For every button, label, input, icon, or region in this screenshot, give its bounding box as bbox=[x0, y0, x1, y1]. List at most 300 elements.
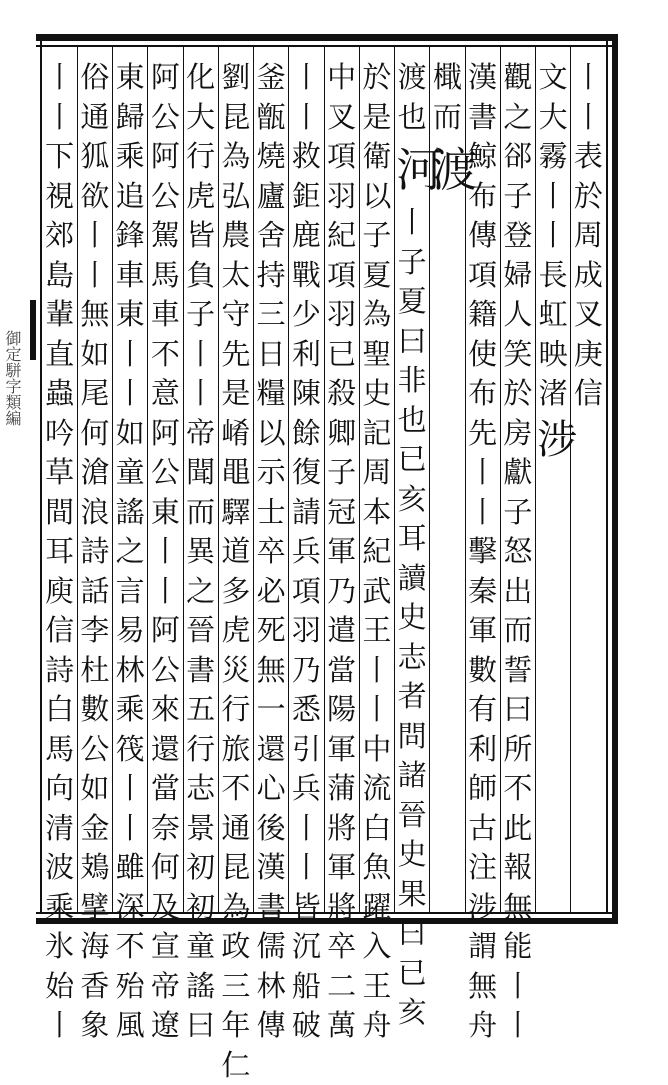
glyph: 如 bbox=[79, 769, 111, 809]
glyph: 耳 bbox=[396, 519, 428, 559]
glyph: 殆 bbox=[114, 967, 146, 1007]
glyph: 追 bbox=[114, 177, 146, 217]
glyph: 沉 bbox=[290, 927, 322, 967]
glyph: 間 bbox=[44, 493, 76, 533]
glyph: 軍 bbox=[326, 532, 358, 572]
glyph: 年 bbox=[220, 1006, 252, 1046]
glyph: 之 bbox=[185, 572, 217, 612]
glyph: 登 bbox=[502, 216, 534, 256]
glyph: 映 bbox=[537, 335, 569, 375]
glyph: 夏 bbox=[361, 256, 393, 296]
glyph: 書 bbox=[185, 651, 217, 691]
glyph: 易 bbox=[114, 611, 146, 651]
glyph: 中 bbox=[361, 730, 393, 770]
glyph: 軍 bbox=[467, 611, 499, 651]
glyph: 公 bbox=[149, 453, 181, 493]
glyph: 獻 bbox=[502, 453, 534, 493]
glyph: 晉 bbox=[396, 796, 428, 836]
glyph: 如 bbox=[79, 335, 111, 375]
glyph: 丨 bbox=[149, 572, 181, 612]
glyph: 引 bbox=[290, 730, 322, 770]
glyph: 觀 bbox=[502, 58, 534, 98]
glyph: 丨 bbox=[537, 216, 569, 256]
glyph: 為 bbox=[361, 295, 393, 335]
glyph: 帝 bbox=[185, 414, 217, 454]
glyph: 兵 bbox=[290, 769, 322, 809]
glyph: 俗 bbox=[79, 58, 111, 98]
glyph: 房 bbox=[502, 414, 534, 454]
glyph: 象 bbox=[79, 1006, 111, 1046]
frame-top-thin-rule bbox=[36, 45, 618, 47]
glyph: 阿 bbox=[149, 414, 181, 454]
glyph: 不 bbox=[502, 769, 534, 809]
glyph: 滄 bbox=[79, 453, 111, 493]
glyph: 馬 bbox=[44, 730, 76, 770]
glyph: 皆 bbox=[185, 216, 217, 256]
glyph: 負 bbox=[185, 256, 217, 296]
glyph: 車 bbox=[149, 295, 181, 335]
glyph: 流 bbox=[361, 769, 393, 809]
glyph: 必 bbox=[255, 572, 287, 612]
glyph: 文 bbox=[537, 58, 569, 98]
glyph: 意 bbox=[149, 374, 181, 414]
glyph: 公 bbox=[149, 651, 181, 691]
glyph: 以 bbox=[361, 177, 393, 217]
glyph: 島 bbox=[44, 256, 76, 296]
glyph: 弘 bbox=[220, 177, 252, 217]
glyph: 丨 bbox=[79, 256, 111, 296]
glyph: 乘 bbox=[44, 888, 76, 928]
glyph: 也 bbox=[396, 401, 428, 441]
glyph: 太 bbox=[220, 256, 252, 296]
glyph: 崤 bbox=[220, 414, 252, 454]
glyph: 香 bbox=[79, 967, 111, 1007]
glyph: 儒 bbox=[255, 927, 287, 967]
glyph: 黽 bbox=[220, 453, 252, 493]
glyph: 大 bbox=[537, 98, 569, 138]
glyph: 將 bbox=[326, 809, 358, 849]
glyph: 秦 bbox=[467, 572, 499, 612]
glyph: 丨 bbox=[44, 98, 76, 138]
glyph: 清 bbox=[44, 809, 76, 849]
glyph: 廬 bbox=[255, 177, 287, 217]
glyph: 卒 bbox=[326, 927, 358, 967]
glyph: 三 bbox=[255, 295, 287, 335]
glyph: 庾 bbox=[44, 572, 76, 612]
glyph: 燒 bbox=[255, 137, 287, 177]
glyph: 如 bbox=[114, 414, 146, 454]
glyph: 本 bbox=[361, 493, 393, 533]
glyph: 視 bbox=[44, 177, 76, 217]
glyph: 已 bbox=[396, 440, 428, 480]
glyph: 狐 bbox=[79, 137, 111, 177]
glyph: 入 bbox=[361, 927, 393, 967]
glyph: 曰 bbox=[502, 690, 534, 730]
glyph: 士 bbox=[255, 493, 287, 533]
glyph: 志 bbox=[396, 638, 428, 678]
text-column bbox=[500, 58, 536, 1046]
glyph: 雖 bbox=[114, 848, 146, 888]
glyph: 曰 bbox=[396, 914, 428, 954]
glyph: 是 bbox=[361, 98, 393, 138]
glyph: 鳷 bbox=[79, 848, 111, 888]
glyph: 釜 bbox=[255, 58, 287, 98]
glyph: 丨 bbox=[114, 809, 146, 849]
glyph: 紀 bbox=[326, 216, 358, 256]
glyph: 阿 bbox=[149, 137, 181, 177]
glyph: 而 bbox=[431, 98, 463, 138]
glyph: 五 bbox=[185, 690, 217, 730]
glyph: 行 bbox=[220, 690, 252, 730]
glyph: 丨 bbox=[290, 98, 322, 138]
glyph: 歸 bbox=[114, 98, 146, 138]
glyph: 海 bbox=[79, 927, 111, 967]
glyph: 傳 bbox=[255, 1006, 287, 1046]
glyph: 昆 bbox=[220, 98, 252, 138]
glyph: 數 bbox=[79, 690, 111, 730]
glyph: 吟 bbox=[44, 414, 76, 454]
glyph: 而 bbox=[185, 493, 217, 533]
glyph: 不 bbox=[220, 769, 252, 809]
glyph: 向 bbox=[44, 769, 76, 809]
glyph: 擊 bbox=[467, 532, 499, 572]
glyph: 通 bbox=[220, 809, 252, 849]
glyph: 有 bbox=[467, 690, 499, 730]
glyph: 羽 bbox=[290, 611, 322, 651]
glyph: 能 bbox=[502, 927, 534, 967]
glyph: 之 bbox=[502, 98, 534, 138]
glyph: 二 bbox=[326, 967, 358, 1007]
glyph: 霧 bbox=[537, 137, 569, 177]
glyph: 詩 bbox=[79, 532, 111, 572]
glyph: 笑 bbox=[502, 335, 534, 375]
glyph: 大 bbox=[185, 98, 217, 138]
glyph: 報 bbox=[502, 848, 534, 888]
glyph: 救 bbox=[290, 137, 322, 177]
glyph: 丨 bbox=[467, 453, 499, 493]
glyph: 糧 bbox=[255, 374, 287, 414]
glyph: 聖 bbox=[361, 335, 393, 375]
glyph: 於 bbox=[572, 177, 604, 217]
glyph: 深 bbox=[114, 888, 146, 928]
glyph: 丨 bbox=[290, 58, 322, 98]
glyph: 宣 bbox=[149, 927, 181, 967]
frame-top-rule bbox=[36, 34, 618, 41]
glyph: 出 bbox=[502, 572, 534, 612]
glyph: 長 bbox=[537, 256, 569, 296]
glyph: 書 bbox=[255, 888, 287, 928]
glyph: 農 bbox=[220, 216, 252, 256]
glyph: 一 bbox=[255, 690, 287, 730]
glyph: 無 bbox=[502, 888, 534, 928]
glyph: 於 bbox=[502, 374, 534, 414]
spine-label bbox=[2, 330, 24, 426]
glyph: 化 bbox=[185, 58, 217, 98]
text-column bbox=[183, 58, 219, 1046]
glyph: 政 bbox=[220, 927, 252, 967]
glyph: 注 bbox=[467, 848, 499, 888]
glyph: 杜 bbox=[79, 651, 111, 691]
glyph: 波 bbox=[44, 848, 76, 888]
glyph: 無 bbox=[467, 967, 499, 1007]
glyph: 是 bbox=[220, 374, 252, 414]
glyph: 武 bbox=[361, 572, 393, 612]
glyph: 通 bbox=[79, 98, 111, 138]
glyph: 子 bbox=[326, 453, 358, 493]
glyph: 心 bbox=[255, 769, 287, 809]
glyph: 陽 bbox=[326, 690, 358, 730]
glyph: 郤 bbox=[502, 137, 534, 177]
glyph: 阿 bbox=[149, 58, 181, 98]
glyph: 餘 bbox=[290, 414, 322, 454]
glyph: 浪 bbox=[79, 493, 111, 533]
glyph: 丨 bbox=[79, 216, 111, 256]
glyph: 子 bbox=[502, 177, 534, 217]
glyph: 使 bbox=[467, 335, 499, 375]
glyph: 丨 bbox=[114, 335, 146, 375]
glyph: 丨 bbox=[185, 374, 217, 414]
glyph: 還 bbox=[255, 730, 287, 770]
glyph: 異 bbox=[185, 532, 217, 572]
glyph: 項 bbox=[467, 256, 499, 296]
glyph: 詩 bbox=[44, 651, 76, 691]
glyph: 白 bbox=[44, 690, 76, 730]
glyph: 昆 bbox=[220, 848, 252, 888]
glyph: 阿 bbox=[149, 611, 181, 651]
glyph: 曰 bbox=[185, 1006, 217, 1046]
glyph: 輩 bbox=[44, 295, 76, 335]
glyph: 丨 bbox=[361, 651, 393, 691]
glyph: 丨 bbox=[502, 967, 534, 1007]
text-column bbox=[324, 58, 360, 1046]
glyph: 曰 bbox=[396, 322, 428, 362]
glyph: 童 bbox=[114, 453, 146, 493]
glyph: 破 bbox=[290, 1006, 322, 1046]
glyph: 丨 bbox=[114, 769, 146, 809]
glyph: 林 bbox=[114, 651, 146, 691]
glyph: 布 bbox=[467, 177, 499, 217]
glyph: 於 bbox=[361, 58, 393, 98]
glyph: 躍 bbox=[361, 888, 393, 928]
frame-right-rule bbox=[612, 34, 618, 924]
glyph: 示 bbox=[255, 453, 287, 493]
glyph: 白 bbox=[361, 809, 393, 849]
glyph: 鯨 bbox=[467, 137, 499, 177]
glyph: 舟 bbox=[361, 1006, 393, 1046]
glyph: 人 bbox=[502, 295, 534, 335]
text-column bbox=[359, 58, 395, 1046]
glyph: 始 bbox=[44, 967, 76, 1007]
glyph: 蒲 bbox=[326, 769, 358, 809]
glyph: 丨 bbox=[572, 98, 604, 138]
glyph: 日 bbox=[255, 335, 287, 375]
glyph: 金 bbox=[79, 809, 111, 849]
glyph: 擘 bbox=[79, 888, 111, 928]
glyph: 尾 bbox=[79, 374, 111, 414]
glyph: 丨 bbox=[361, 690, 393, 730]
glyph: 風 bbox=[114, 1006, 146, 1046]
glyph: 羽 bbox=[326, 177, 358, 217]
glyph: 氷 bbox=[44, 927, 76, 967]
glyph: 已 bbox=[396, 954, 428, 994]
glyph: 利 bbox=[467, 730, 499, 770]
glyph: 涉 bbox=[467, 888, 499, 928]
glyph: 渡 bbox=[431, 137, 463, 203]
glyph: 數 bbox=[467, 651, 499, 691]
glyph: 戰 bbox=[290, 256, 322, 296]
glyph: 史 bbox=[361, 374, 393, 414]
glyph: 還 bbox=[149, 730, 181, 770]
glyph: 守 bbox=[220, 295, 252, 335]
glyph: 先 bbox=[220, 335, 252, 375]
glyph: 檝 bbox=[431, 58, 463, 98]
glyph: 行 bbox=[185, 137, 217, 177]
glyph: 丨 bbox=[290, 848, 322, 888]
glyph: 殺 bbox=[326, 374, 358, 414]
glyph: 亥 bbox=[396, 480, 428, 520]
glyph: 夏 bbox=[396, 282, 428, 322]
glyph: 漢 bbox=[255, 848, 287, 888]
text-column bbox=[465, 58, 501, 1046]
glyph: 甑 bbox=[255, 98, 287, 138]
glyph: 舍 bbox=[255, 216, 287, 256]
glyph: 丨 bbox=[149, 532, 181, 572]
glyph: 項 bbox=[326, 137, 358, 177]
text-column bbox=[253, 58, 289, 1046]
text-column bbox=[394, 58, 430, 1033]
text-column bbox=[535, 58, 571, 467]
glyph: 師 bbox=[467, 769, 499, 809]
glyph: 羽 bbox=[326, 295, 358, 335]
glyph: 無 bbox=[255, 651, 287, 691]
glyph: 持 bbox=[255, 256, 287, 296]
glyph: 李 bbox=[79, 611, 111, 651]
glyph: 下 bbox=[44, 137, 76, 177]
glyph: 虎 bbox=[220, 611, 252, 651]
glyph: 仁 bbox=[220, 1046, 252, 1085]
glyph: 及 bbox=[149, 888, 181, 928]
glyph: 軍 bbox=[326, 730, 358, 770]
text-column bbox=[112, 58, 148, 1046]
glyph: 軍 bbox=[326, 848, 358, 888]
glyph: 車 bbox=[114, 256, 146, 296]
glyph: 書 bbox=[467, 98, 499, 138]
glyph: 謠 bbox=[114, 493, 146, 533]
glyph: 諸 bbox=[396, 756, 428, 796]
glyph: 誓 bbox=[502, 651, 534, 691]
glyph: 奈 bbox=[149, 809, 181, 849]
glyph: 子 bbox=[185, 295, 217, 335]
text-column bbox=[218, 58, 254, 1085]
glyph: 周 bbox=[572, 216, 604, 256]
glyph: 庚 bbox=[572, 335, 604, 375]
glyph: 傳 bbox=[467, 216, 499, 256]
glyph: 駕 bbox=[149, 216, 181, 256]
glyph: 此 bbox=[502, 809, 534, 849]
glyph: 項 bbox=[290, 572, 322, 612]
glyph: 兵 bbox=[290, 532, 322, 572]
glyph: 丨 bbox=[396, 203, 428, 243]
glyph: 史 bbox=[396, 598, 428, 638]
glyph: 叉 bbox=[326, 98, 358, 138]
glyph: 謂 bbox=[467, 927, 499, 967]
glyph: 皆 bbox=[290, 888, 322, 928]
glyph: 言 bbox=[114, 572, 146, 612]
glyph: 記 bbox=[361, 414, 393, 454]
text-column bbox=[147, 58, 183, 1046]
glyph: 筏 bbox=[114, 730, 146, 770]
glyph: 信 bbox=[44, 611, 76, 651]
glyph: 不 bbox=[114, 927, 146, 967]
glyph: 古 bbox=[467, 809, 499, 849]
glyph: 陳 bbox=[290, 374, 322, 414]
glyph: 虎 bbox=[185, 177, 217, 217]
glyph: 馬 bbox=[149, 256, 181, 296]
glyph: 行 bbox=[185, 730, 217, 770]
glyph: 丨 bbox=[114, 374, 146, 414]
glyph: 欲 bbox=[79, 177, 111, 217]
glyph: 東 bbox=[149, 493, 181, 533]
glyph: 乃 bbox=[326, 572, 358, 612]
glyph: 草 bbox=[44, 453, 76, 493]
glyph: 鋒 bbox=[114, 216, 146, 256]
glyph: 舟 bbox=[467, 1006, 499, 1046]
glyph: 子 bbox=[396, 243, 428, 283]
glyph: 王 bbox=[361, 967, 393, 1007]
glyph: 萬 bbox=[326, 1006, 358, 1046]
glyph: 蟲 bbox=[44, 374, 76, 414]
glyph: 漢 bbox=[467, 58, 499, 98]
glyph: 話 bbox=[79, 572, 111, 612]
glyph: 為 bbox=[220, 137, 252, 177]
page-gutter bbox=[0, 0, 36, 966]
glyph: 果 bbox=[396, 875, 428, 915]
glyph: 遼 bbox=[149, 1006, 181, 1046]
glyph: 災 bbox=[220, 651, 252, 691]
glyph: 多 bbox=[220, 572, 252, 612]
glyph: 已 bbox=[326, 335, 358, 375]
glyph: 不 bbox=[149, 335, 181, 375]
glyph: 船 bbox=[290, 967, 322, 1007]
glyph: 信 bbox=[572, 374, 604, 414]
glyph: 之 bbox=[114, 532, 146, 572]
glyph: 亥 bbox=[396, 993, 428, 1033]
glyph: 初 bbox=[185, 848, 217, 888]
glyph: 丨 bbox=[44, 1006, 76, 1046]
glyph: 死 bbox=[255, 611, 287, 651]
glyph: 志 bbox=[185, 769, 217, 809]
glyph: 以 bbox=[255, 414, 287, 454]
glyph: 將 bbox=[326, 888, 358, 928]
glyph: 河 bbox=[396, 137, 428, 203]
glyph: 卿 bbox=[326, 414, 358, 454]
glyph: 初 bbox=[185, 888, 217, 928]
glyph: 利 bbox=[290, 335, 322, 375]
glyph: 耳 bbox=[44, 532, 76, 572]
glyph: 無 bbox=[79, 295, 111, 335]
glyph: 少 bbox=[290, 295, 322, 335]
glyph: 直 bbox=[44, 335, 76, 375]
glyph: 悉 bbox=[290, 690, 322, 730]
glyph: 讀 bbox=[396, 559, 428, 599]
glyph: 童 bbox=[185, 927, 217, 967]
glyph: 遣 bbox=[326, 611, 358, 651]
glyph: 卒 bbox=[255, 532, 287, 572]
glyph: 王 bbox=[361, 611, 393, 651]
glyph: 丨 bbox=[44, 58, 76, 98]
glyph: 丨 bbox=[185, 335, 217, 375]
glyph: 林 bbox=[255, 967, 287, 1007]
